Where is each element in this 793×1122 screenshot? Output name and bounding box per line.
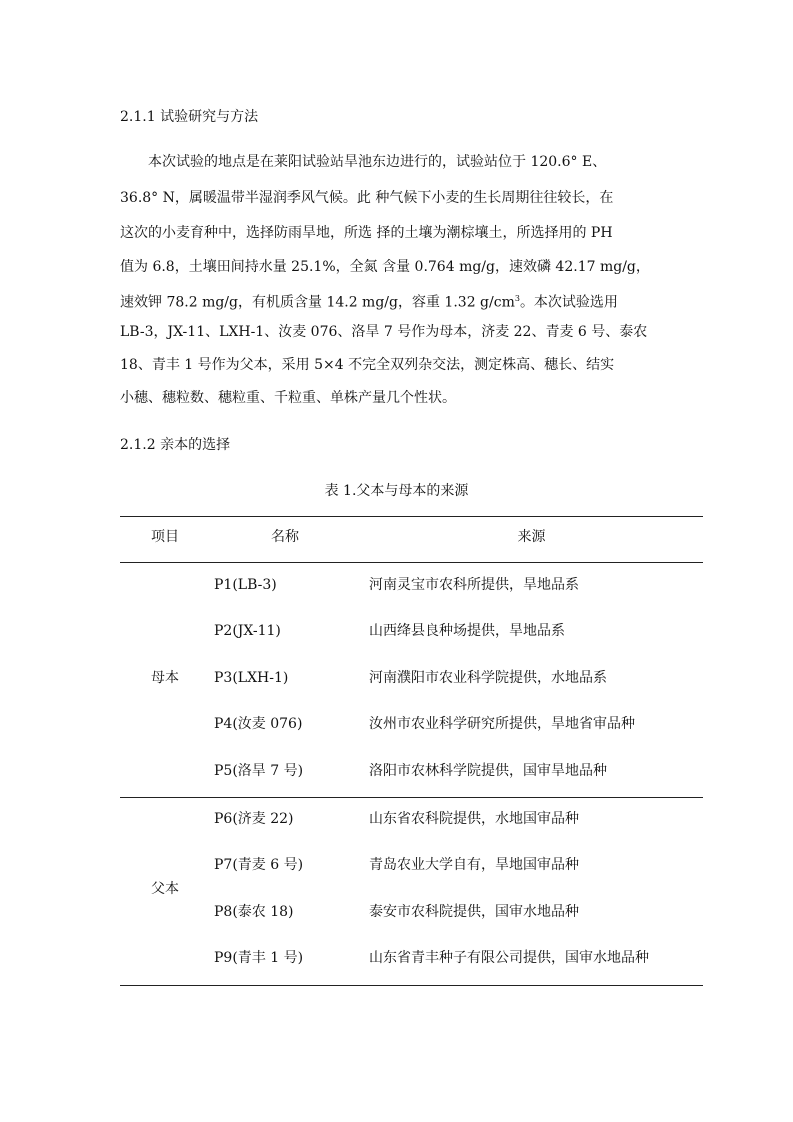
paragraph-line: 小穗、穗粒数、穗粒重、千粒重、单株产量几个性状。 — [120, 390, 456, 406]
superscript-3: 3 — [514, 294, 520, 303]
table-caption: 表 1.父本与母本的来源 — [324, 483, 469, 499]
table-row-name: P2(JX-11) — [214, 623, 281, 639]
paragraph-line-text: 速效钾 78.2 mg/g，有机质含量 14.2 mg/g，容重 1.32 g/cm — [120, 294, 515, 311]
table-header-name: 名称 — [271, 529, 299, 545]
paragraph-line-tail: 。本次试验选用 — [519, 294, 618, 311]
table-row-source: 青岛农业大学自有，旱地国审品种 — [369, 857, 579, 873]
paragraph-line: 本次试验的地点是在莱阳试验站旱池东边进行的，试验站位于 120.6° E、 — [120, 154, 607, 170]
table-header-source: 来源 — [517, 529, 546, 545]
table-row-name: P8(泰农 18) — [214, 904, 294, 920]
table-row-source: 洛阳市农林科学院提供，国审旱地品种 — [369, 763, 607, 779]
table-row-name: P4(汝麦 076) — [214, 716, 303, 732]
table-row-source: 泰安市农科院提供，国审水地品种 — [369, 904, 579, 920]
table-group-rule — [120, 797, 703, 798]
table-row-name: P6(济麦 22) — [214, 811, 294, 827]
paragraph-line: LB-3，JX-11、LXH-1、汝麦 076、洛旱 7 号作为母本，济麦 22、青麦 6 号、泰农 — [120, 324, 648, 340]
table-row-name: P1(LB-3) — [214, 577, 277, 593]
table-row-name: P3(LXH-1) — [214, 670, 289, 686]
table-row-source: 河南灵宝市农科所提供，旱地品系 — [369, 577, 579, 593]
table-row-source: 山东省青丰种子有限公司提供，国审水地品种 — [369, 950, 649, 966]
table-header-item: 项目 — [151, 529, 179, 545]
section-heading-2-1-2: 2.1.2 亲本的选择 — [120, 437, 231, 453]
table-bottom-rule — [120, 985, 703, 986]
paragraph-line-5 — [120, 289, 618, 313]
group-label-father: 父本 — [151, 881, 179, 897]
paragraph-line: 18、青丰 1 号作为父本，采用 5×4 不完全双列杂交法，测定株高、穗长、结实 — [120, 357, 615, 373]
paragraph-line: 36.8° N，属暖温带半湿润季风气候。此 种气候下小麦的生长周期往往较长，在 — [120, 190, 614, 206]
table-top-rule — [120, 516, 703, 517]
table-header-rule — [120, 562, 703, 563]
paragraph-line: 值为 6.8，土壤田间持水量 25.1%，全氮 含量 0.764 mg/g，速效磷 42.17 mg/g， — [120, 259, 650, 275]
group-label-mother: 母本 — [151, 670, 179, 686]
table-row-source: 山西绛县良种场提供，旱地品系 — [369, 623, 565, 639]
table-row-source: 山东省农科院提供，水地国审品种 — [369, 811, 579, 827]
section-heading-2-1-1: 2.1.1 试验研究与方法 — [120, 109, 259, 125]
table-row-source: 汝州市农业科学研究所提供，旱地省审品种 — [369, 716, 635, 732]
table-row-name: P9(青丰 1 号) — [214, 950, 304, 966]
table-row-name: P7(青麦 6 号) — [214, 857, 304, 873]
table-row-source: 河南濮阳市农业科学院提供，水地品系 — [369, 670, 607, 686]
table-row-name: P5(洛旱 7 号) — [214, 763, 304, 779]
paragraph-line: 这次的小麦育种中，选择防雨旱地，所选 择的土壤为潮棕壤土，所选择用的 PH — [120, 225, 613, 241]
